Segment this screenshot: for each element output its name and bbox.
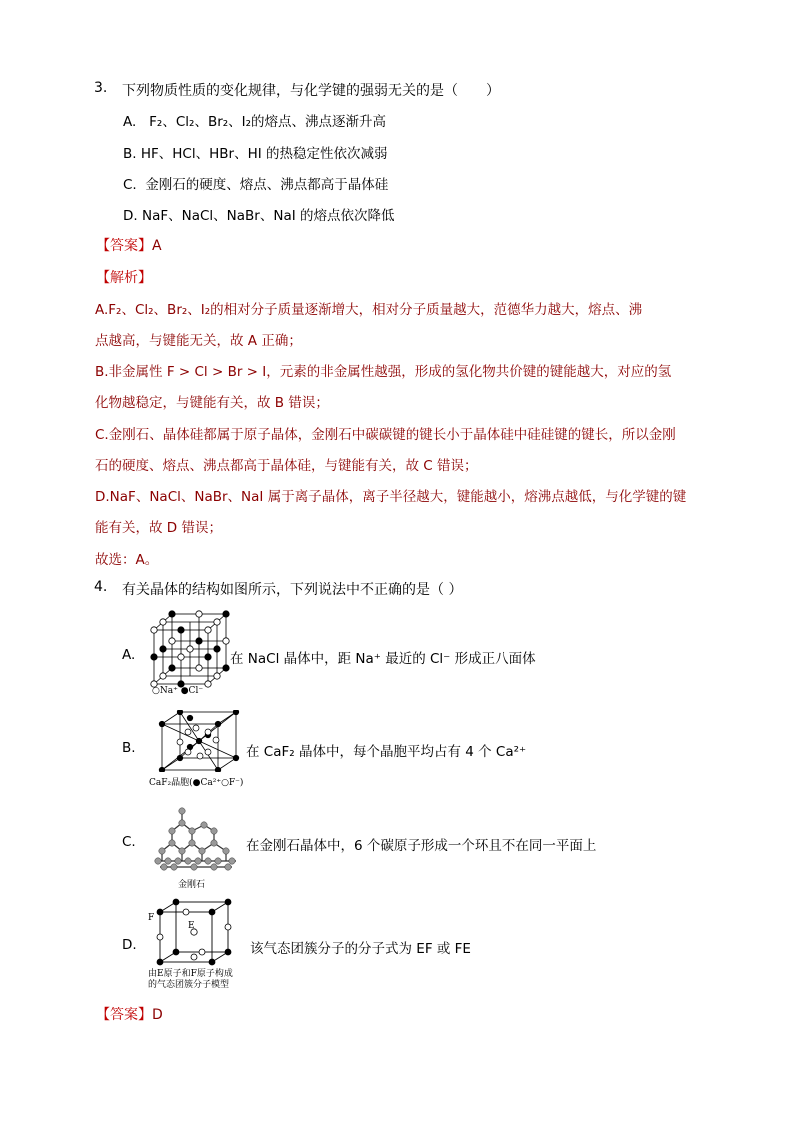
q3-analysis-line-6: 石的硬度、熔点、沸点都高于晶体硅，与键能有关，故 C 错误；	[95, 458, 478, 474]
q4-option-c-label: C.	[122, 834, 136, 850]
q3-option-d	[123, 204, 395, 224]
q3-answer-value: A	[152, 238, 162, 254]
q3-analysis-line-3: B.非金属性 F > Cl > Br > I，元素的非金属性越强，形成的氢化物共价键的键能越大，对应的氢	[95, 364, 672, 380]
q4-option-d-label: D.	[122, 937, 137, 953]
q3-option-b-label: B.	[123, 146, 137, 162]
atom-label-e: E	[188, 921, 195, 931]
cluster-molecule-diagram	[146, 898, 236, 966]
q3-answer-tag: 【答案】	[96, 238, 152, 254]
q3-analysis-tag: 【解析】	[96, 270, 152, 286]
q4-answer	[96, 1004, 163, 1024]
caf2-caption: CaF₂晶胞(●Ca²⁺○F⁻)	[149, 778, 244, 788]
q3-analysis-line-8: 能有关，故 D 错误；	[95, 520, 222, 536]
cluster-caption-line-1: 由E原子和F原子构成	[148, 969, 233, 979]
atom-label-f: F	[148, 913, 155, 923]
q4-option-a-label: A.	[122, 647, 136, 663]
q3-analysis-line-7: D.NaF、NaCl、NaBr、NaI 属于离子晶体，离子半径越大，键能越小，熔沸点越低，与化学键的键	[95, 489, 687, 505]
q3-option-d-label: D.	[123, 208, 138, 224]
q4-option-d-text: 该气态团簇分子的分子式为 EF 或 FE	[250, 941, 471, 957]
q4-answer-tag: 【答案】	[96, 1007, 152, 1023]
q3-analysis-line-5: C.金刚石、晶体硅都属于原子晶体，金刚石中碳碳键的键长小于晶体硅中硅硅键的键长，所以金刚	[95, 427, 676, 443]
q3-option-a-text: F₂、Cl₂、Br₂、I₂的熔点、沸点逐渐升高	[149, 114, 387, 130]
q3-option-c	[123, 173, 388, 193]
q3-option-b	[123, 142, 388, 162]
nacl-legend: ○Na⁺ ●Cl⁻	[152, 686, 204, 696]
caf2-unit-cell-diagram	[158, 710, 240, 772]
q4-option-b-text: 在 CaF₂ 晶体中，每个晶胞平均占有 4 个 Ca²⁺	[246, 744, 527, 760]
diamond-caption: 金刚石	[178, 880, 206, 890]
q4-option-b-label: B.	[122, 740, 136, 756]
q3-option-d-text: NaF、NaCl、NaBr、NaI 的熔点依次降低	[141, 208, 395, 224]
q4-number: 4.	[94, 579, 108, 595]
q3-option-c-label: C.	[123, 177, 137, 193]
nacl-crystal-diagram	[148, 608, 232, 692]
q3-analysis-line-4: 化物越稳定，与键能有关，故 B 错误；	[95, 395, 329, 411]
q4-option-c-text: 在金刚石晶体中，6 个碳原子形成一个环且不在同一平面上	[246, 838, 597, 854]
q3-conclusion: 故选：A。	[95, 552, 159, 568]
q3-option-b-text: HF、HCl、HBr、HI 的热稳定性依次减弱	[140, 146, 388, 162]
q4-answer-value: D	[152, 1007, 163, 1023]
q3-analysis-line-1: A.F₂、Cl₂、Br₂、I₂的相对分子质量逐渐增大，相对分子质量越大，范德华力越大，熔点、沸	[95, 302, 643, 318]
q3-answer	[96, 235, 162, 255]
q3-analysis-line-2: 点越高，与键能无关，故 A 正确；	[95, 333, 302, 349]
q4-option-a-text: 在 NaCl 晶体中，距 Na⁺ 最近的 Cl⁻ 形成正八面体	[230, 651, 536, 667]
q3-option-c-text: 金刚石的硬度、熔点、沸点都高于晶体硅	[145, 177, 389, 193]
q4-stem: 有关晶体的结构如图所示，下列说法中不正确的是（ ）	[122, 582, 463, 598]
q3-number: 3.	[94, 80, 108, 96]
q3-option-a-label: A.	[123, 114, 137, 130]
diamond-structure-diagram	[152, 805, 242, 877]
q3-stem: 下列物质性质的变化规律，与化学键的强弱无关的是（ ）	[122, 83, 500, 99]
cluster-caption-line-2: 的气态团簇分子模型	[148, 980, 230, 990]
q3-option-a	[123, 110, 386, 130]
